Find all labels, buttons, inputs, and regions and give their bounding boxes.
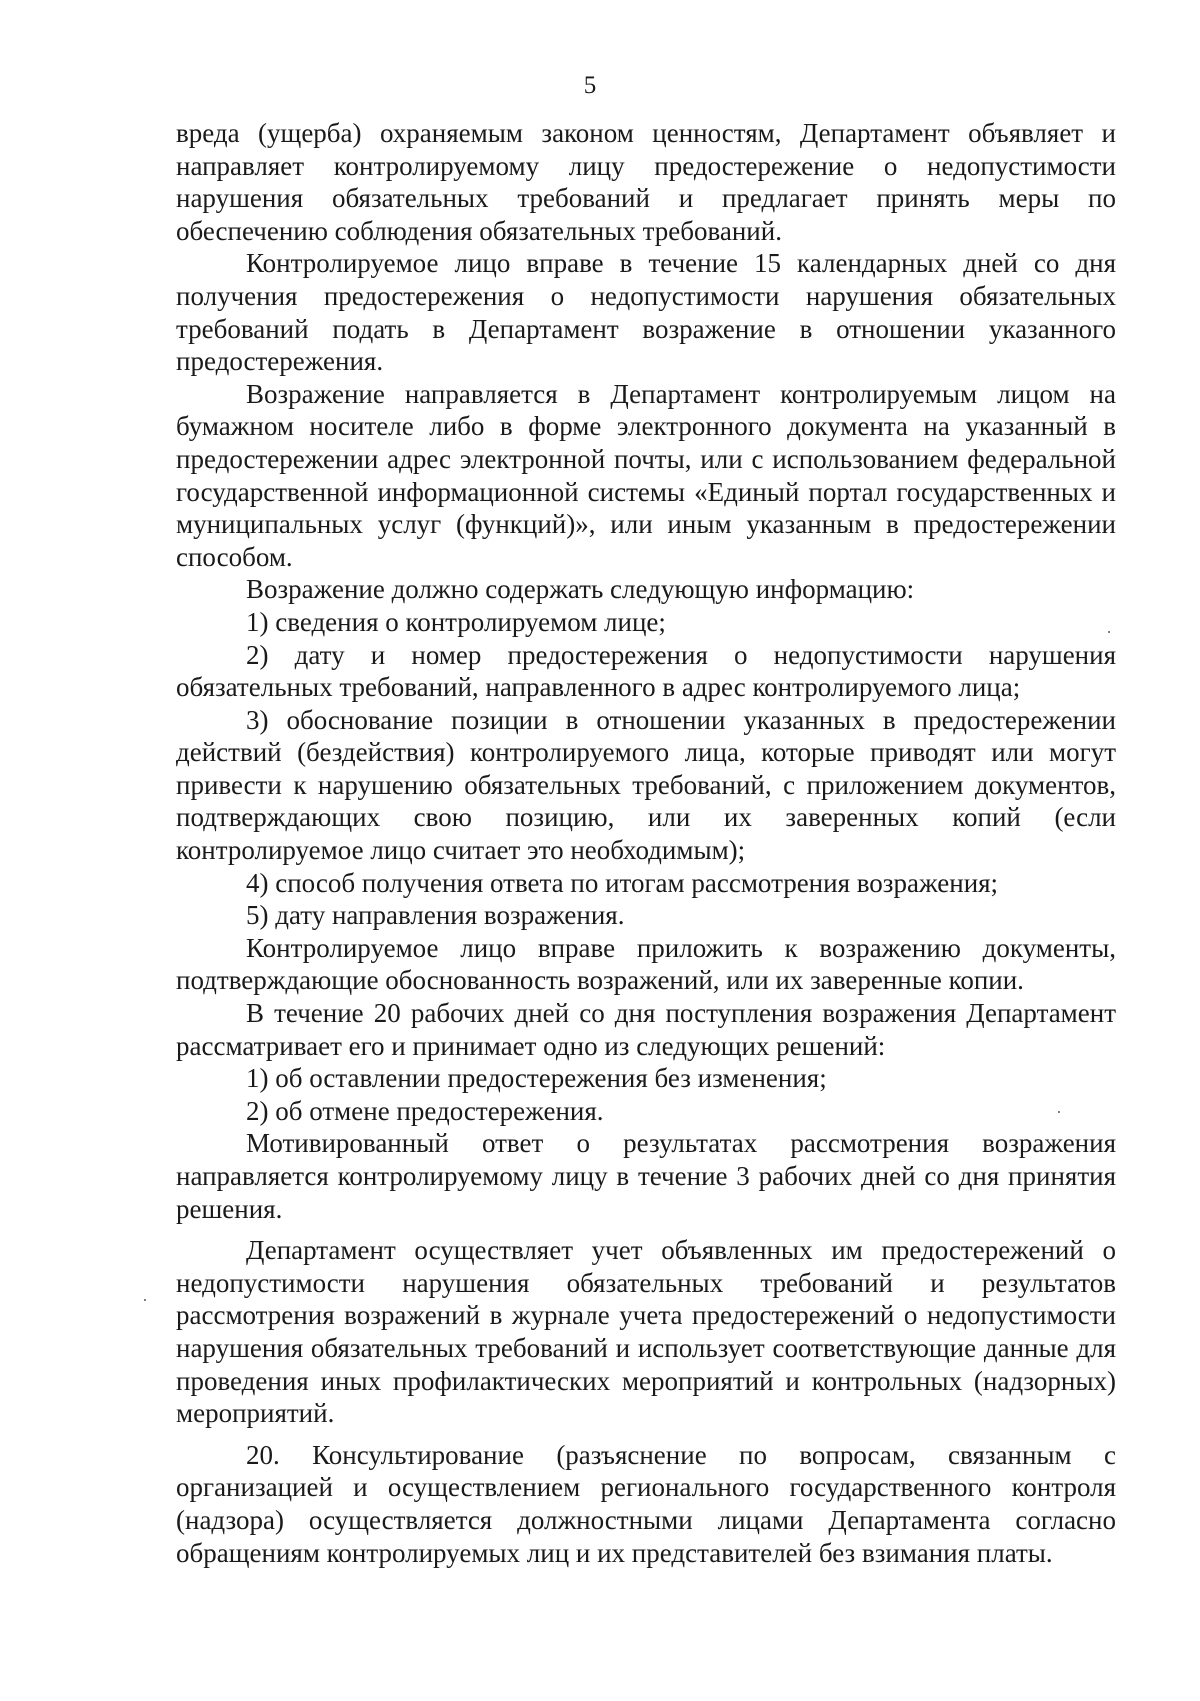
list-item: 3) обоснование позиции в отношении указанных в предостережении действий (бездействия) контролируемого лица, которые приводят или могут привести к нарушению обязательных требований, с приложением документов, подтверждающих свою позицию, или их заверенных копий (если контролируемое лицо считает это необходимым); bbox=[176, 704, 1116, 866]
paragraph-review-period: В течение 20 рабочих дней со дня поступления возражения Департамент рассматривает его и принимает одно из следующих решений: bbox=[176, 998, 1116, 1061]
scan-speck bbox=[1058, 1111, 1060, 1113]
list-item: 5) дату направления возражения. bbox=[246, 900, 625, 931]
scan-speck bbox=[144, 1299, 146, 1301]
list-item: 1) об оставлении предостережения без изменения; bbox=[246, 1063, 827, 1094]
paragraph-attach-documents: Контролируемое лицо вправе приложить к возражению документы, подтверждающие обоснованность возражений, или их заверенные копии. bbox=[176, 932, 1116, 996]
list-item: 2) дату и номер предостережения о недопустимости нарушения обязательных требований, направленного в адрес контролируемого лица; bbox=[176, 639, 1116, 703]
page-number: 5 bbox=[583, 72, 597, 99]
paragraph-consulting: 20. Консультирование (разъяснение по вопросам, связанным с организацией и осуществлением регионального государственного контроля (надзора) осуществляется должностными лицами Департамента согласно обращениям контролируемых лиц и их представителей без взимания платы. bbox=[176, 1439, 1116, 1568]
list-item: 1) сведения о контролируемом лице; bbox=[246, 606, 666, 637]
paragraph-continuation: вреда (ущерба) охраняемым законом ценностям, Департамент объявляет и направляет контролируемому лицу предостережение о недопустимости нарушения обязательных требований и предлагает принять меры по обеспечению соблюдения обязательных требований. bbox=[176, 118, 1116, 246]
list-item: 4) способ получения ответа по итогам рассмотрения возражения; bbox=[246, 867, 999, 898]
paragraph-reasoned-answer: Мотивированный ответ о результатах рассмотрения возражения направляется контролируемому лицу в течение 3 рабочих дней со дня принятия решения. bbox=[176, 1128, 1116, 1224]
paragraph-record-keeping: Департамент осуществляет учет объявленных им предостережений о недопустимости нарушения обязательных требований и результатов рассмотрения возражений в журнале учета предостережений о недопустимости нарушения обязательных требований и использует соответствующие данные для проведения иных профилактических мероприятий и контрольных (надзорных) мероприятий. bbox=[176, 1235, 1116, 1429]
document-body bbox=[176, 117, 1116, 1569]
scan-speck bbox=[1108, 631, 1110, 633]
paragraph-objection-content: Возражение должно содержать следующую информацию: bbox=[246, 574, 915, 605]
paragraph-objection-delivery: Возражение направляется в Департамент контролируемым лицом на бумажном носителе либо в форме электронного документа на указанный в предостережении адрес электронной почты, или с использованием федеральной государственной информационной системы «Единый портал государственных и муниципальных услуг (функций)», или иным указанным в предостережении способом. bbox=[176, 378, 1116, 572]
list-item: 2) об отмене предостережения. bbox=[246, 1095, 604, 1126]
paragraph-objection-right: Контролируемое лицо вправе в течение 15 календарных дней со дня получения предостережения о недопустимости нарушения обязательных требований подать в Департамент возражение в отношении указанного предостережения. bbox=[176, 248, 1116, 377]
